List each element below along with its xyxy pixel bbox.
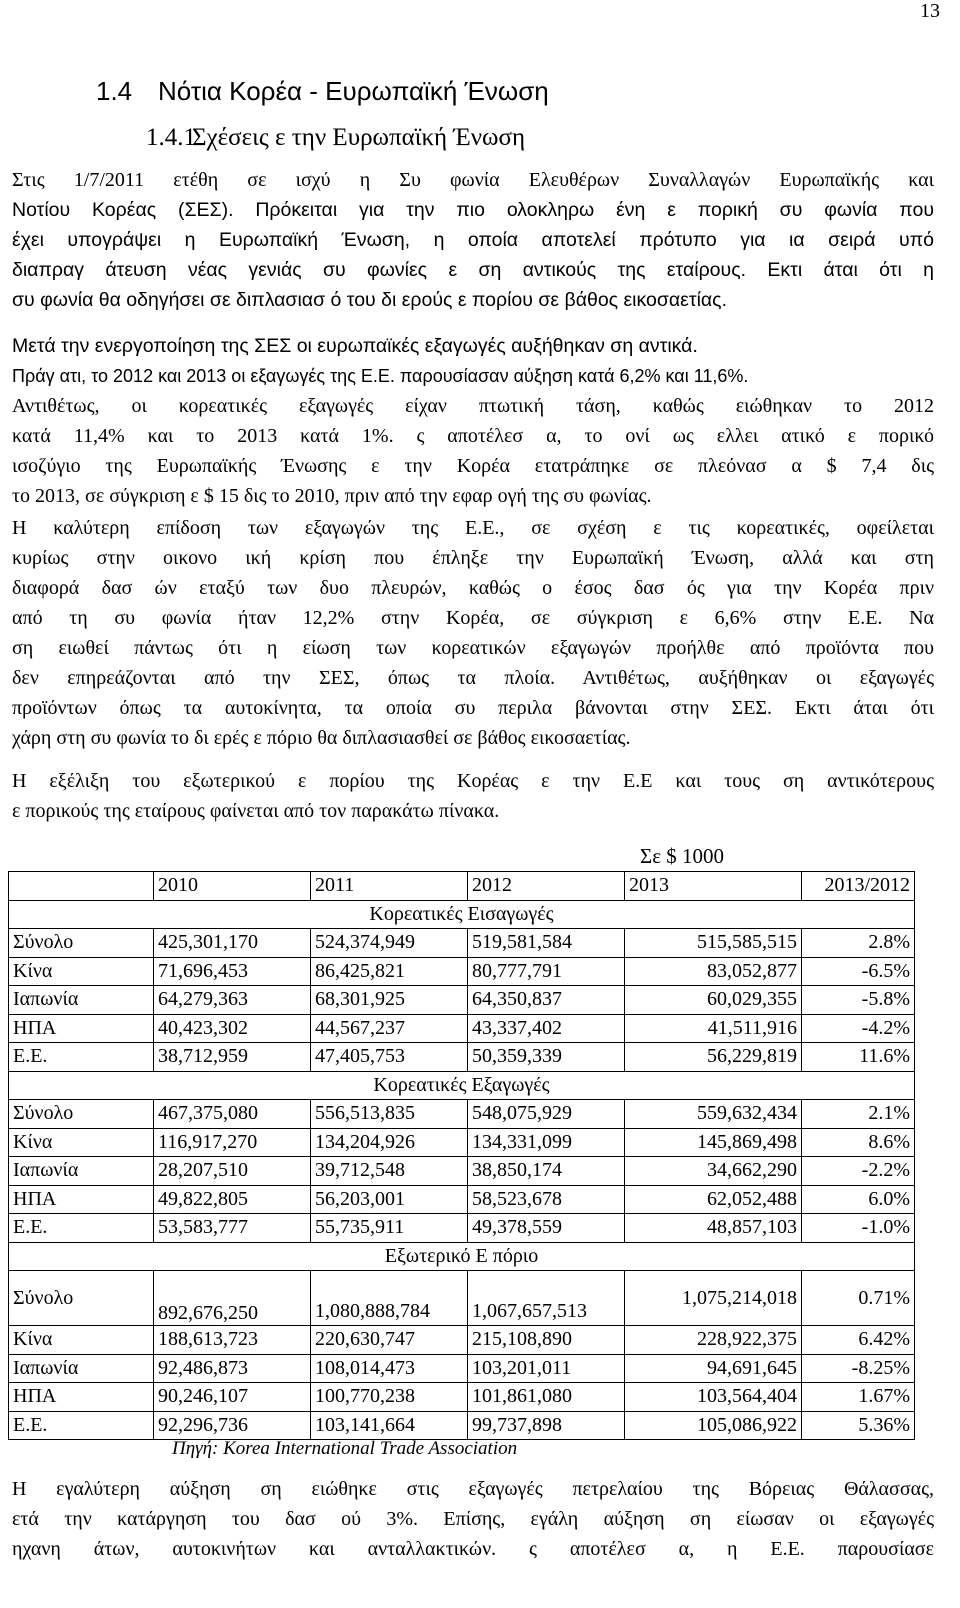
section-title: Νότια Κορέα - Ευρωπαϊκή Ένωση [158, 76, 549, 106]
table-cell: 5.36% [802, 1411, 915, 1440]
paragraph-line: ση ειωθεί πάντως ότι η είωση των κορεατικών εξαγωγών προήλθε από προϊόντα που [12, 637, 934, 659]
table-cell: 83,052,877 [625, 957, 802, 986]
table-row [9, 1014, 915, 1043]
paragraph-line: ε πορικούς της εταίρους φαίνεται από τον παρακάτω πίνακα. [12, 800, 500, 822]
table-cell: 40,423,302 [154, 1014, 311, 1043]
table-cell: 43,337,402 [468, 1014, 625, 1043]
table-cell: 58,523,678 [468, 1185, 625, 1214]
paragraph-line: από τη συ φωνία ήταν 12,2% στην Κορέα, σε σύγκριση ε 6,6% στην Ε.Ε. Να [12, 607, 934, 629]
table-row [9, 986, 915, 1015]
table-cell: Ιαπωνία [9, 1157, 154, 1186]
paragraph-4 [12, 766, 934, 826]
table-cell: 41,511,916 [625, 1014, 802, 1043]
table-cell: 86,425,821 [311, 957, 468, 986]
table-cell: 47,405,753 [311, 1043, 468, 1072]
table-cell: -2.2% [802, 1157, 915, 1186]
table-row [9, 1185, 915, 1214]
table-row [9, 1214, 915, 1243]
table-cell: -1.0% [802, 1214, 915, 1243]
paragraph-5 [12, 1474, 934, 1564]
table-cell: 6.42% [802, 1326, 915, 1355]
table-cell: Σύνολο [9, 1271, 154, 1326]
table-cell: 68,301,925 [311, 986, 468, 1015]
table-cell: 38,712,959 [154, 1043, 311, 1072]
table-cell: 1.67% [802, 1383, 915, 1412]
table-cell: Κίνα [9, 1326, 154, 1355]
table-row [9, 1383, 915, 1412]
table-row [9, 1043, 915, 1072]
table-cell: 134,331,099 [468, 1128, 625, 1157]
page-number: 13 [920, 0, 940, 22]
table-cell: 64,279,363 [154, 986, 311, 1015]
section-number: 1.4 [96, 76, 133, 106]
table-row [9, 1128, 915, 1157]
table-cell: 559,632,434 [625, 1100, 802, 1129]
table-cell: Ε.Ε. [9, 1411, 154, 1440]
table-cell: 92,296,736 [154, 1411, 311, 1440]
table-unit-label: Σε $ 1000 [640, 844, 725, 868]
table-cell: 11.6% [802, 1043, 915, 1072]
table-row [9, 1411, 915, 1440]
table-cell-value: 1,080,888,784 [315, 1300, 430, 1322]
table-cell: 92,486,873 [154, 1354, 311, 1383]
paragraph-3 [12, 513, 934, 753]
table-row [9, 1157, 915, 1186]
table-cell: 220,630,747 [311, 1326, 468, 1355]
table-row [9, 929, 915, 958]
paragraph-line: διαφορά δασ ών εταξύ των δυο πλευρών, καθώς ο έσος δασ ός για την Κορέα πριν [12, 577, 934, 599]
table-cell: 55,735,911 [311, 1214, 468, 1243]
paragraph-line: ετά την κατάργηση του δασ ού 3%. Επίσης, εγάλη αύξηση ση είωσαν οι εξαγωγές [12, 1508, 934, 1530]
table-cell: -8.25% [802, 1354, 915, 1383]
paragraph-line: Στις 1/7/2011 ετέθη σε ισχύ η Συ φωνία Ελευθέρων Συναλλαγών Ευρωπαϊκής και [12, 169, 934, 191]
table-cell: 34,662,290 [625, 1157, 802, 1186]
paragraph-line: προϊόντων όπως τα αυτοκίνητα, τα οποία συ περιλα βάνονται στην ΣΕΣ. Εκτι άται ότι [12, 697, 934, 719]
paragraph-line: ηχανη άτων, αυτοκινήτων και ανταλλακτικών. ς αποτέλεσ α, η Ε.Ε. παρουσίασε [12, 1538, 934, 1560]
paragraph-line: δεν επηρεάζονται από την ΣΕΣ, όπως τα πλοία. Αντιθέτως, αυξήθηκαν οι εξαγωγές [12, 667, 934, 689]
table-cell: 103,564,404 [625, 1383, 802, 1412]
table-cell: 1,075,214,018 [625, 1271, 802, 1326]
table-section-title: Κορεατικές Εισαγωγές [9, 900, 915, 929]
paragraph-line: Μετά την ενεργοποίηση της ΣΕΣ οι ευρωπαϊκές εξαγωγές αυξήθηκαν ση αντικά. [12, 335, 698, 357]
table-cell: 467,375,080 [154, 1100, 311, 1129]
table-cell: ΗΠΑ [9, 1185, 154, 1214]
table-cell: 62,052,488 [625, 1185, 802, 1214]
table-cell: 2011 [311, 872, 468, 901]
table-cell: 71,696,453 [154, 957, 311, 986]
table-cell: 2012 [468, 872, 625, 901]
table-cell: 80,777,791 [468, 957, 625, 986]
table-cell: 99,737,898 [468, 1411, 625, 1440]
table-cell: 49,378,559 [468, 1214, 625, 1243]
table-cell: Ιαπωνία [9, 1354, 154, 1383]
table-row [9, 1271, 915, 1326]
table-cell: 228,922,375 [625, 1326, 802, 1355]
paragraph-line: το 2013, σε σύγκριση ε $ 15 δις το 2010, πριν από την εφαρ ογή της συ φωνίας. [12, 485, 652, 507]
paragraph-1 [12, 165, 934, 315]
table-cell: 38,850,174 [468, 1157, 625, 1186]
table-cell: 103,141,664 [311, 1411, 468, 1440]
subsection-title: Σχέσεις ε την Ευρωπαϊκή Ένωση [192, 124, 526, 151]
table-cell: 134,204,926 [311, 1128, 468, 1157]
table-cell: 2013 [625, 872, 802, 901]
table-cell: 425,301,170 [154, 929, 311, 958]
table-cell: 215,108,890 [468, 1326, 625, 1355]
paragraph-line: κυρίως στην οικονο ική κρίση που έπληξε την Ευρωπαϊκή Ένωση, αλλά και στη [12, 547, 934, 569]
table-cell: 519,581,584 [468, 929, 625, 958]
trade-table [8, 871, 915, 1440]
table-cell: ΗΠΑ [9, 1014, 154, 1043]
table-cell: 56,229,819 [625, 1043, 802, 1072]
table-cell: 50,359,339 [468, 1043, 625, 1072]
table-section-row [9, 1071, 915, 1100]
table-cell: 108,014,473 [311, 1354, 468, 1383]
table-row [9, 1100, 915, 1129]
table-cell: Ιαπωνία [9, 986, 154, 1015]
table-cell: 100,770,238 [311, 1383, 468, 1412]
table-cell: 105,086,922 [625, 1411, 802, 1440]
table-cell: 49,822,805 [154, 1185, 311, 1214]
table-cell: 2.1% [802, 1100, 915, 1129]
table-cell: Κίνα [9, 957, 154, 986]
table-cell: 101,861,080 [468, 1383, 625, 1412]
table-section-title: Εξωτερικό Ε πόριο [9, 1242, 915, 1271]
table-cell: Ε.Ε. [9, 1214, 154, 1243]
table-section-row [9, 900, 915, 929]
table-cell-value: 1,067,657,513 [472, 1300, 587, 1322]
paragraph-line: κατά 11,4% και το 2013 κατά 1%. ς αποτέλεσ α, το ονί ως ελλει ατικό ε πορικό [12, 425, 934, 447]
table-cell [311, 1271, 468, 1326]
table-cell: 56,203,001 [311, 1185, 468, 1214]
subsection-number: 1.4.1 [146, 124, 196, 151]
table-row [9, 957, 915, 986]
table-cell: 6.0% [802, 1185, 915, 1214]
table-cell: 892,676,250 [154, 1271, 311, 1326]
table-cell: 44,567,237 [311, 1014, 468, 1043]
table-cell: 8.6% [802, 1128, 915, 1157]
table-cell: 94,691,645 [625, 1354, 802, 1383]
table-cell: 2010 [154, 872, 311, 901]
paragraph-line: έχει υπογράψει η Ευρωπαϊκή Ένωση, η οποία αποτελεί πρότυπο για ια σειρά υπό [12, 229, 934, 251]
paragraph-2 [12, 331, 934, 511]
table-cell: 116,917,270 [154, 1128, 311, 1157]
table-cell: 145,869,498 [625, 1128, 802, 1157]
table-row [9, 1354, 915, 1383]
table-source: Πηγή: Korea International Trade Association [172, 1438, 518, 1459]
table-cell: 2.8% [802, 929, 915, 958]
table-cell: Σύνολο [9, 929, 154, 958]
paragraph-line: Η εξέλιξη του εξωτερικού ε πορίου της Κορέας ε την Ε.Ε και τους ση αντικότερους [12, 770, 934, 792]
table-cell: 39,712,548 [311, 1157, 468, 1186]
table-cell: 64,350,837 [468, 986, 625, 1015]
table-cell: -5.8% [802, 986, 915, 1015]
table-row [9, 1326, 915, 1355]
section-heading [96, 76, 549, 107]
table-header-row [9, 872, 915, 901]
subsection-heading [146, 124, 525, 152]
table-cell: Ε.Ε. [9, 1043, 154, 1072]
table-cell: 524,374,949 [311, 929, 468, 958]
table-cell: 60,029,355 [625, 986, 802, 1015]
paragraph-line: Η καλύτερη επίδοση των εξαγωγών της Ε.Ε., σε σχέση ε τις κορεατικές, οφείλεται [12, 517, 934, 539]
table-cell: 515,585,515 [625, 929, 802, 958]
table-cell: 188,613,723 [154, 1326, 311, 1355]
table-cell: 0.71% [802, 1271, 915, 1326]
table-cell: 548,075,929 [468, 1100, 625, 1129]
paragraph-line: Νοτίου Κορέας (ΣΕΣ). Πρόκειται για την πιο ολοκληρω ένη ε πορική συ φωνία που [12, 199, 934, 221]
table-cell: -6.5% [802, 957, 915, 986]
table-cell: 53,583,777 [154, 1214, 311, 1243]
table-cell: 28,207,510 [154, 1157, 311, 1186]
table-cell: Σύνολο [9, 1100, 154, 1129]
table-section-row [9, 1242, 915, 1271]
table-cell [468, 1271, 625, 1326]
table-section-title: Κορεατικές Εξαγωγές [9, 1071, 915, 1100]
table-cell: 103,201,011 [468, 1354, 625, 1383]
paragraph-line: διαπραγ άτευση νέας γενιάς συ φωνίες ε ση αντικούς της εταίρους. Εκτι άται ότι η [12, 259, 934, 281]
table-cell [9, 872, 154, 901]
table-cell: 48,857,103 [625, 1214, 802, 1243]
table-cell: 2013/2012 [802, 872, 915, 901]
table-cell: 556,513,835 [311, 1100, 468, 1129]
paragraph-line: χάρη στη συ φωνία το δι ερές ε πόριο θα διπλασιασθεί σε βάθος εικοσαετίας. [12, 727, 631, 749]
table-cell: ΗΠΑ [9, 1383, 154, 1412]
paragraph-line: συ φωνία θα οδηγήσει σε διπλασιασ ό του δι ερούς ε πορίου σε βάθος εικοσαετίας. [12, 289, 727, 311]
paragraph-line: Η εγαλύτερη αύξηση ση ειώθηκε στις εξαγωγές πετρελαίου της Βόρειας Θάλασσας, [12, 1478, 934, 1500]
paragraph-line: ισοζύγιο της Ευρωπαϊκής Ένωσης ε την Κορέα ετατράπηκε σε πλεόνασ α $ 7,4 δις [12, 455, 934, 477]
table-cell: Κίνα [9, 1128, 154, 1157]
paragraph-line: Πράγ ατι, το 2012 και 2013 οι εξαγωγές της Ε.Ε. παρουσίασαν αύξηση κατά 6,2% και 11,6%. [12, 366, 749, 386]
paragraph-line: Αντιθέτως, οι κορεατικές εξαγωγές είχαν πτωτική τάση, καθώς ειώθηκαν το 2012 [12, 395, 934, 417]
table-cell: 90,246,107 [154, 1383, 311, 1412]
table-cell: -4.2% [802, 1014, 915, 1043]
